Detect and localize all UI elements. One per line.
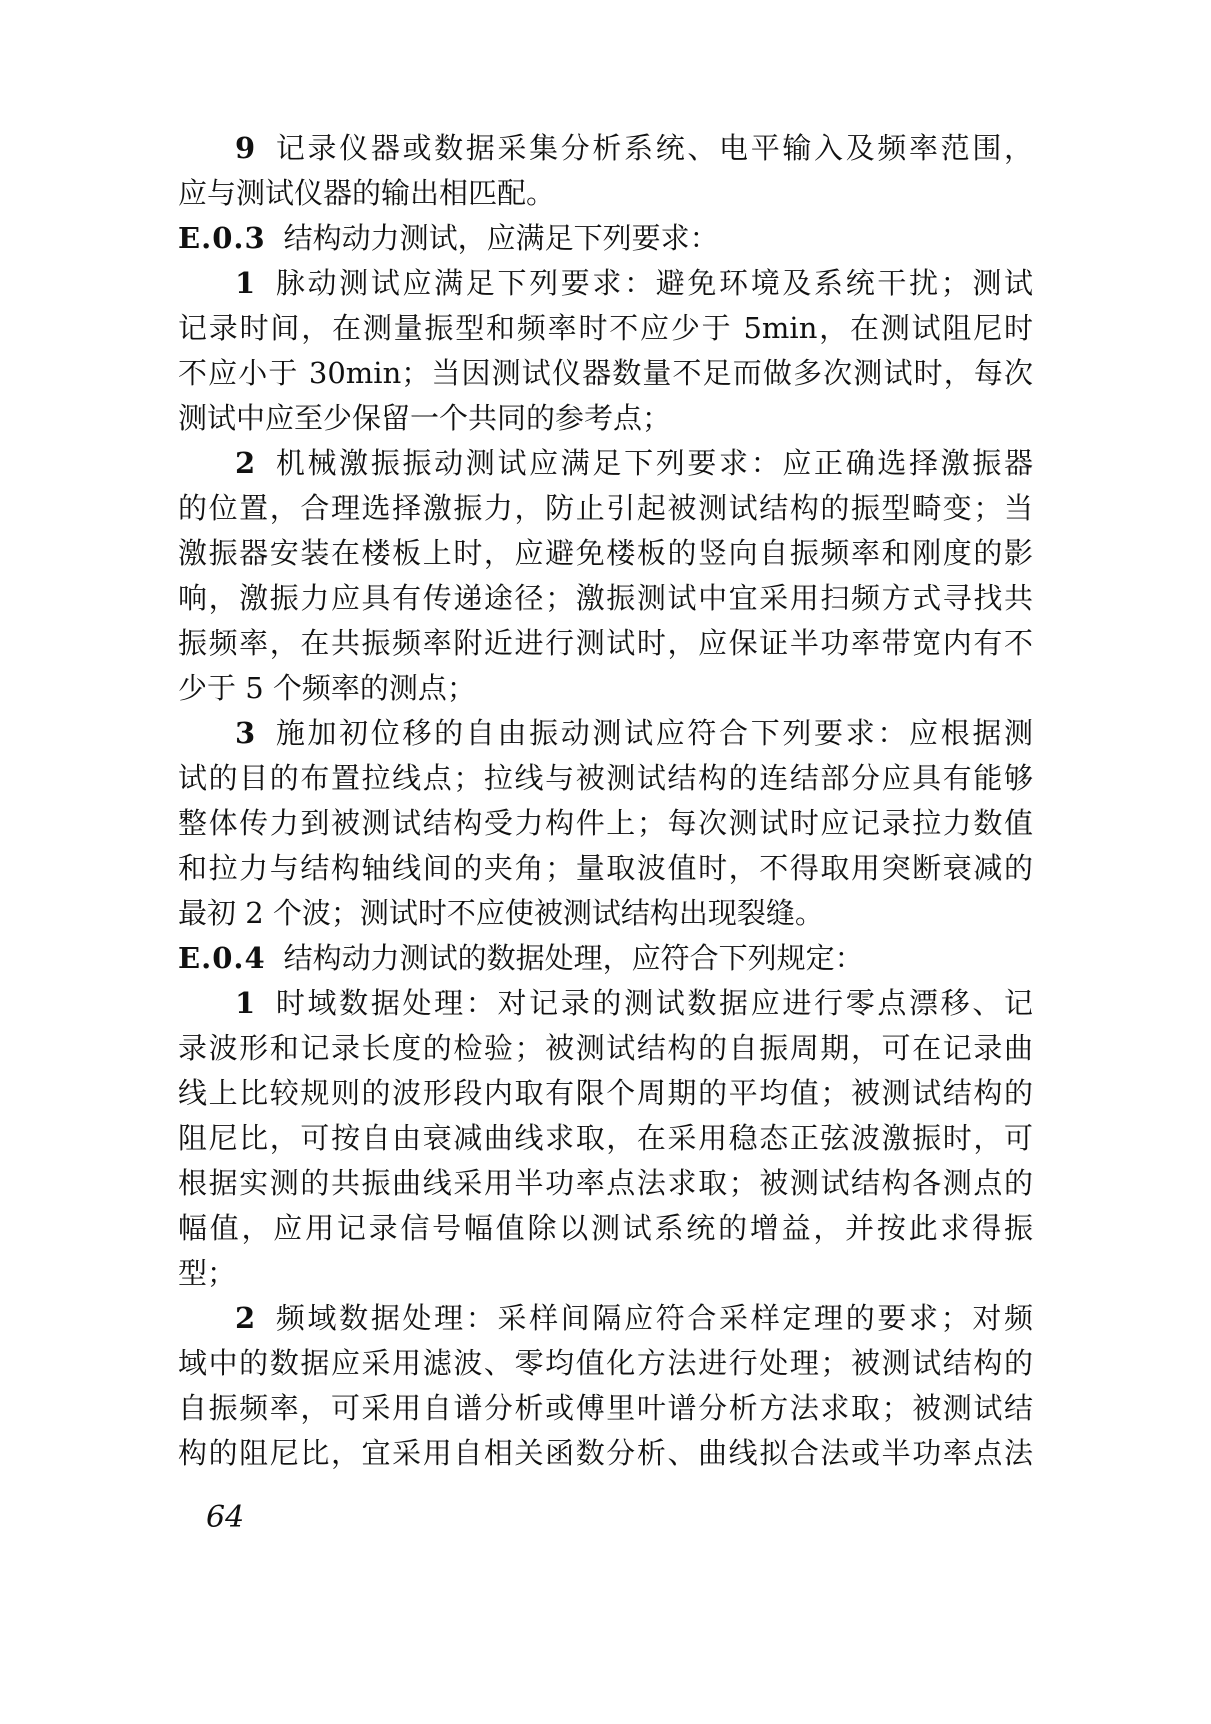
item-number: 2 <box>235 446 256 480</box>
text-line <box>178 171 1033 216</box>
text-line <box>178 1341 1033 1386</box>
line-text: 试的目的布置拉线点；拉线与被测试结构的连结部分应具有能够 <box>178 761 1033 795</box>
clause-number: E.0.4 <box>178 941 266 975</box>
text-line <box>178 306 1033 351</box>
text-line <box>178 1071 1033 1116</box>
item-number: 2 <box>235 1301 256 1335</box>
line-text: 录波形和记录长度的检验；被测试结构的自振周期，可在记录曲 <box>178 1031 1033 1065</box>
line-text: 的位置，合理选择激振力，防止引起被测试结构的振型畸变；当 <box>178 491 1033 525</box>
line-text: 振频率，在共振频率附近进行测试时，应保证半功率带宽内有不 <box>178 626 1033 660</box>
line-text: 和拉力与结构轴线间的夹角；量取波值时，不得取用突断衰减的 <box>178 851 1033 885</box>
item-first-line <box>178 441 1033 486</box>
line-text: 少于 5 个频率的测点； <box>178 671 476 705</box>
line-text: 幅值，应用记录信号幅值除以测试系统的增益，并按此求得振 <box>178 1211 1033 1245</box>
text-line <box>178 1161 1033 1206</box>
text-line <box>178 846 1033 891</box>
line-text: 结构动力测试，应满足下列要求： <box>283 221 719 255</box>
item-first-line <box>178 261 1033 306</box>
item-number: 3 <box>235 716 256 750</box>
document-page <box>178 126 1033 1476</box>
item-first-line <box>178 981 1033 1026</box>
line-text: 响，激振力应具有传递途径；激振测试中宜采用扫频方式寻找共 <box>178 581 1033 615</box>
line-text: 自振频率，可采用自谱分析或傅里叶谱分析方法求取；被测试结 <box>178 1391 1033 1425</box>
line-text: 测试中应至少保留一个共同的参考点； <box>178 401 672 435</box>
line-text: 构的阻尼比，宜采用自相关函数分析、曲线拟合法或半功率点法 <box>178 1436 1033 1470</box>
item-first-line <box>178 1296 1033 1341</box>
line-text: 结构动力测试的数据处理，应符合下列规定： <box>283 941 864 975</box>
line-text: 记录仪器或数据采集分析系统、电平输入及频率范围， <box>273 131 1033 165</box>
line-text: 型； <box>178 1256 237 1290</box>
text-line <box>178 801 1033 846</box>
page-number: 64 <box>206 1500 245 1535</box>
line-text: 记录时间，在测量振型和频率时不应少于 5min，在测试阻尼时 <box>178 311 1033 345</box>
line-text: 频域数据处理：采样间隔应符合采样定理的要求；对频 <box>273 1301 1033 1335</box>
item-first-line <box>178 711 1033 756</box>
text-line <box>178 351 1033 396</box>
line-text: 整体传力到被测试结构受力构件上；每次测试时应记录拉力数值 <box>178 806 1033 840</box>
text-line <box>178 1251 1033 1296</box>
item-number: 1 <box>235 986 256 1020</box>
line-text: 线上比较规则的波形段内取有限个周期的平均值；被测试结构的 <box>178 1076 1033 1110</box>
line-text: 最初 2 个波；测试时不应使被测试结构出现裂缝。 <box>178 896 824 930</box>
item-number: 9 <box>235 131 256 165</box>
item-first-line <box>178 126 1033 171</box>
text-line <box>178 396 1033 441</box>
line-text: 激振器安装在楼板上时，应避免楼板的竖向自振频率和刚度的影 <box>178 536 1033 570</box>
text-line <box>178 891 1033 936</box>
text-line <box>178 531 1033 576</box>
line-text: 根据实测的共振曲线采用半功率点法求取；被测试结构各测点的 <box>178 1166 1033 1200</box>
clause-heading-line <box>178 216 1033 261</box>
text-line <box>178 1206 1033 1251</box>
text-line <box>178 486 1033 531</box>
text-line <box>178 666 1033 711</box>
line-text: 阻尼比，可按自由衰减曲线求取，在采用稳态正弦波激振时，可 <box>178 1121 1033 1155</box>
text-line <box>178 1026 1033 1071</box>
line-text: 域中的数据应采用滤波、零均值化方法进行处理；被测试结构的 <box>178 1346 1033 1380</box>
text-line <box>178 576 1033 621</box>
text-line <box>178 1431 1033 1476</box>
text-line <box>178 1386 1033 1431</box>
line-text: 施加初位移的自由振动测试应符合下列要求：应根据测 <box>273 716 1033 750</box>
line-text: 脉动测试应满足下列要求：避免环境及系统干扰；测试 <box>273 266 1033 300</box>
text-line <box>178 756 1033 801</box>
text-line <box>178 621 1033 666</box>
clause-number: E.0.3 <box>178 221 266 255</box>
line-text: 机械激振振动测试应满足下列要求：应正确选择激振器 <box>273 446 1033 480</box>
clause-heading-line <box>178 936 1033 981</box>
item-number: 1 <box>235 266 256 300</box>
line-text: 不应小于 30min；当因测试仪器数量不足而做多次测试时，每次 <box>178 356 1033 390</box>
line-text: 时域数据处理：对记录的测试数据应进行零点漂移、记 <box>273 986 1033 1020</box>
text-line <box>178 1116 1033 1161</box>
line-text: 应与测试仪器的输出相匹配。 <box>178 176 556 210</box>
